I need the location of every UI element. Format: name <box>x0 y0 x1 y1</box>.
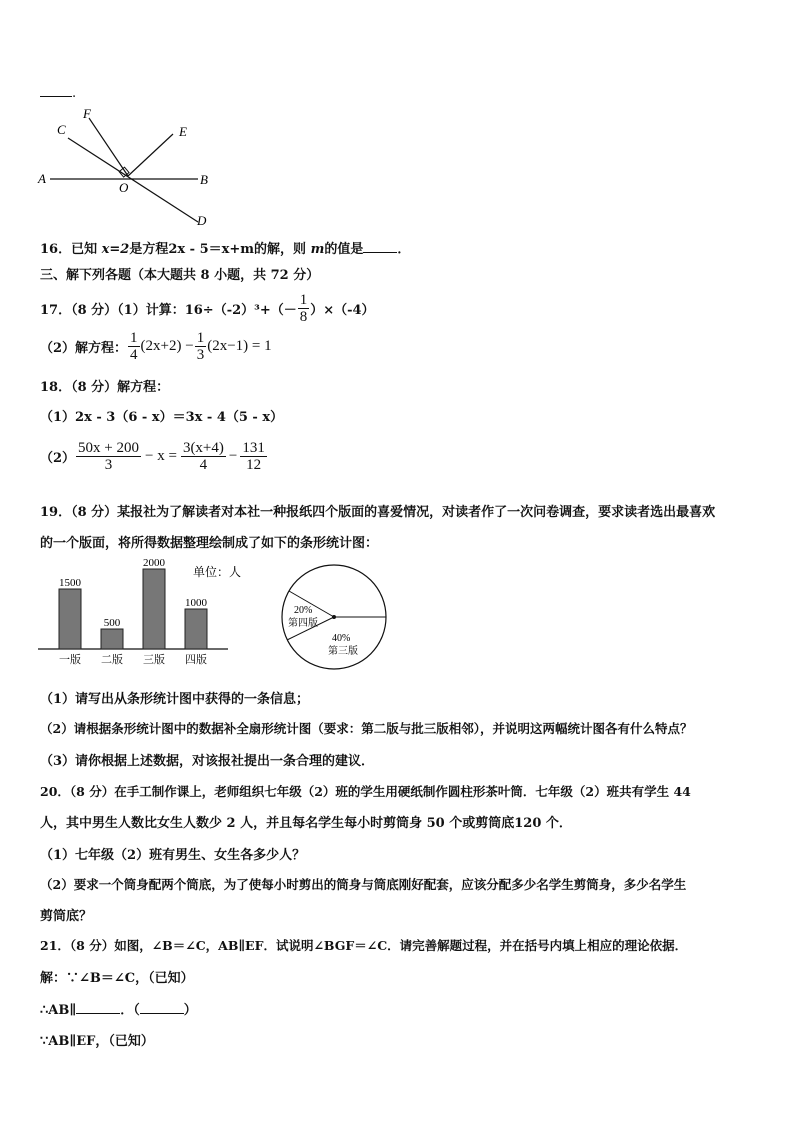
q18-minus: − <box>228 448 238 464</box>
q18-p2-label: （2） <box>40 451 76 466</box>
question-19-sub-3: （3）请你根据上述数据，对该报社提出一条合理的建议． <box>40 754 375 769</box>
question-21-line-1: 21．（8 分）如图，∠B＝∠C，AB∥EF．试说明∠BGF＝∠C．请完善解题过程，并在括号内填上相应的理论依据． <box>40 938 688 953</box>
question-17-part-2 <box>40 330 272 363</box>
question-21-line-4: ∵AB∥EF，（已知） <box>40 1034 154 1049</box>
question-20-sub-2a: （2）要求一个筒身配两个筒底，为了使每小时剪出的筒身与筒底刚好配套，应该分配多少名学生剪筒身，多少名学生 <box>40 877 687 892</box>
q18-f1-den: 3 <box>104 457 113 473</box>
q18-f3-num: 131 <box>242 440 265 456</box>
pie-center <box>332 615 336 619</box>
q17-eq-frac-a <box>128 330 140 363</box>
bar-value-label-1: 1500 <box>59 577 81 589</box>
q17-fraction <box>298 292 310 325</box>
q17-frac-den: 8 <box>299 309 308 325</box>
bar-category-label-3: 三版 <box>143 653 165 666</box>
pie-chart <box>276 560 396 678</box>
q21-line3-b: ．（ <box>120 1003 140 1018</box>
q16-var: m <box>310 242 325 257</box>
q16-equation: 2x - 5＝x+m <box>168 242 255 257</box>
angle-figure <box>30 104 230 230</box>
bar-chart-unit-label: 单位：人 <box>193 565 242 579</box>
question-19-line-2: 的一个版面，将所得数据整理绘制成了如下的条形统计图： <box>40 536 379 551</box>
question-20-line-1: 20．（8 分）在手工制作课上，老师组织七年级（2）班的学生用硬纸制作圆柱形茶叶筒．七年级（2）班共有学生 44 <box>40 784 691 799</box>
question-21-line-3 <box>40 999 197 1018</box>
label-e: E <box>179 124 187 139</box>
question-20-line-2: 人，其中男生人数比女生人数少 2 人，并且每名学生每小时剪筒身 50 个或剪筒底120 个． <box>40 816 572 831</box>
label-a: A <box>38 171 46 186</box>
q16-text-4: 的值是 <box>324 242 364 257</box>
label-f: F <box>83 106 91 121</box>
q21-line3-c: ） <box>183 1003 197 1018</box>
question-19-sub-1: （1）请写出从条形统计图中获得的一条信息； <box>40 692 310 707</box>
q21-line3-a: ∴AB∥ <box>40 1003 77 1018</box>
q17-eq-frac-b <box>195 330 207 363</box>
q21-blank-1 <box>76 1001 120 1014</box>
bar-value-label-2: 500 <box>103 617 121 629</box>
bar-4 <box>185 609 207 649</box>
pie-slice-3-label: 第三版 <box>328 646 358 657</box>
pie-slice-4-percent: 20% <box>294 605 313 616</box>
q16-answer-blank <box>363 240 397 253</box>
q17-eq-a-num: 1 <box>130 330 138 346</box>
line-cd <box>68 138 198 222</box>
q17-frac-num: 1 <box>299 292 308 308</box>
bar-value-label-3: 2000 <box>143 558 165 569</box>
question-20-sub-2b: 剪筒底？ <box>40 909 93 924</box>
q18-f2-num: 3(x+4) <box>182 440 224 456</box>
question-18-part-2 <box>40 440 268 473</box>
question-17-part-1 <box>40 292 375 325</box>
ray-of <box>89 118 128 176</box>
q18-mid: − x = <box>145 448 177 464</box>
bar-category-label-4: 四版 <box>185 653 207 666</box>
blank-suffix: . <box>72 86 77 101</box>
q17-eq-b-num: 1 <box>196 330 205 346</box>
q17-header: 17．（8 分）（1）计算：16÷（-2）³+（－ <box>40 303 297 318</box>
q16-number: 16． <box>40 242 72 257</box>
q17-tail: ）×（-4） <box>310 303 375 318</box>
ray-oe <box>128 134 173 176</box>
q17-eq-b-den: 3 <box>196 347 205 363</box>
q17-eq-a-body: (2x+2) − <box>140 338 194 354</box>
q16-text-3: 的解，则 <box>254 242 307 257</box>
question-19-sub-2: （2）请根据条形统计图中的数据补全扇形统计图（要求：第二版与批三版相邻），并说明这两幅统计图各有什么特点？ <box>40 721 693 736</box>
q18-f1-num: 50x + 200 <box>78 440 140 456</box>
bar-group <box>59 558 208 666</box>
question-21-line-2: 解：∵∠B＝∠C，（已知） <box>40 971 194 986</box>
question-20-sub-1: （1）七年级（2）班有男生、女生各多少人？ <box>40 848 306 863</box>
bar-2 <box>101 629 123 649</box>
pie-slice-4-label: 第四版 <box>288 618 318 629</box>
q18-f3-den: 12 <box>246 457 262 473</box>
question-16 <box>40 238 410 257</box>
pie-slice-3-percent: 40% <box>332 633 351 644</box>
answer-blank-15 <box>40 84 76 101</box>
blank-line <box>40 84 72 97</box>
q16-end: ． <box>397 242 411 257</box>
question-19-line-1: 19．（8 分）某报社为了解读者对本社一种报纸四个版面的喜爱情况，对读者作了一次问卷调查，要求读者选出最喜欢 <box>40 505 716 520</box>
q21-blank-2 <box>140 1001 184 1014</box>
q17-p2-label: （2）解方程： <box>40 341 128 356</box>
label-d: D <box>197 213 207 228</box>
bar-chart <box>36 558 246 666</box>
section-3-heading: 三、解下列各题（本大题共 8 小题，共 72 分） <box>40 268 320 283</box>
q17-eq-b-body: (2x−1) = 1 <box>207 338 272 354</box>
label-o: O <box>119 180 129 195</box>
q16-text: 已知 <box>71 242 98 257</box>
bar-value-label-4: 1000 <box>185 597 207 609</box>
q16-text-2: 是方程 <box>129 242 169 257</box>
bar-3 <box>143 569 165 649</box>
q18-frac-2 <box>181 440 226 473</box>
q18-f2-den: 4 <box>199 457 208 473</box>
q18-frac-3 <box>240 440 267 473</box>
question-18-header: 18．（8 分）解方程： <box>40 380 170 395</box>
q17-eq-a-den: 4 <box>130 347 138 363</box>
q18-frac-1 <box>76 440 141 473</box>
label-b: B <box>200 172 208 187</box>
bar-category-label-2: 二版 <box>101 653 123 666</box>
question-18-part-1: （1）2x - 3（6 - x）＝3x - 4（5 - x） <box>40 410 284 425</box>
bar-category-label-1: 一版 <box>59 653 81 666</box>
label-c: C <box>57 122 66 137</box>
bar-1 <box>59 589 81 649</box>
q16-condition: x=2 <box>101 242 130 257</box>
